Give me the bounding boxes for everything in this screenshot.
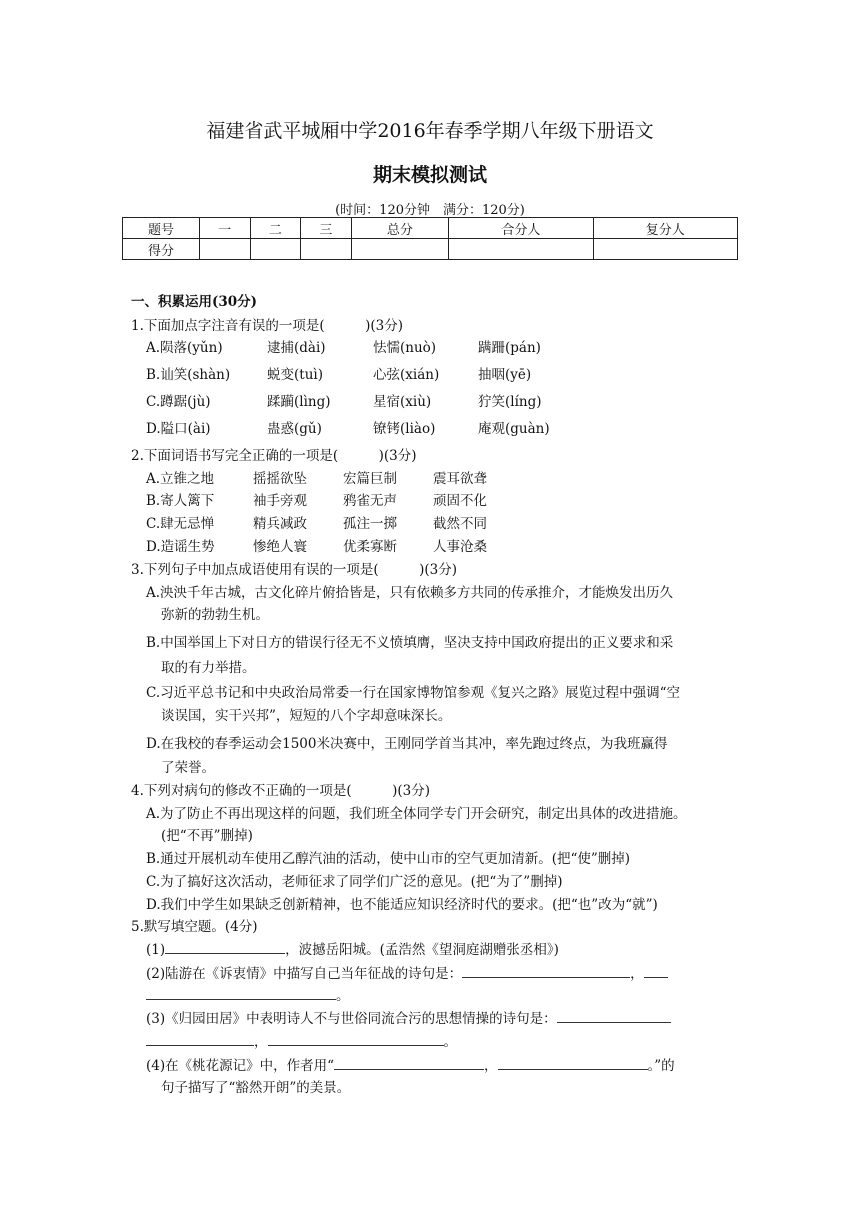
q5-item-2-cont bbox=[146, 984, 350, 1004]
q1-option-d-item-3: 镣铐(liào) bbox=[373, 421, 436, 437]
q3-option-c-line-2: 谈误国，实干兴邦”，短短的八个字却意味深长。 bbox=[161, 708, 452, 724]
q5-item-2 bbox=[146, 962, 668, 982]
q5-item-3-cont bbox=[146, 1030, 457, 1050]
q1-option-a-item-2: 逮捕(dài) bbox=[267, 340, 326, 356]
document-title: 福建省武平城厢中学2016年春季学期八年级下册语文 bbox=[206, 120, 654, 142]
time-info: (时间：120分钟 满分：120分) bbox=[335, 203, 525, 218]
q2-option-a-item-3: 宏篇巨制 bbox=[343, 471, 397, 487]
q5-item-3-comma: ， bbox=[254, 1034, 268, 1050]
q1-option-b-item-3: 心弦(xián) bbox=[373, 367, 440, 383]
q2-option-b-item-2: 袖手旁观 bbox=[253, 493, 307, 509]
header-cell: 复分人 bbox=[593, 218, 737, 239]
q4-option-b: B.通过开展机动车使用乙醇汽油的活动，使中山市的空气更加清新。(把“使”删掉) bbox=[146, 851, 631, 867]
q1-option-a-item-1: A.陨落(yǔn) bbox=[146, 340, 223, 356]
q2-option-c-item-3: 孤注一掷 bbox=[343, 516, 397, 532]
q1-option-a-item-3: 怯懦(nuò) bbox=[373, 340, 437, 356]
q5-item-2-blank-1[interactable] bbox=[462, 963, 630, 978]
q5-item-3-blank-2[interactable] bbox=[268, 1031, 444, 1046]
q2-option-a-item-4: 震耳欲聋 bbox=[433, 471, 487, 487]
header-cell: 二 bbox=[250, 218, 301, 239]
q3-option-d-line-2: 了荣誉。 bbox=[161, 760, 215, 776]
q3-option-a-line-2: 弥新的勃勃生机。 bbox=[161, 607, 269, 623]
q2-option-a-item-2: 摇摇欲坠 bbox=[253, 471, 307, 487]
q3-option-d-line-1: D.在我校的春季运动会1500米决赛中，王刚同学首当其冲，率先跑过终点，为我班赢得 bbox=[146, 736, 668, 752]
q2-option-c-item-4: 截然不同 bbox=[433, 516, 487, 532]
q1-option-d-item-1: D.隘口(ài) bbox=[146, 421, 211, 437]
question-2-stem: 2.下面词语书写完全正确的一项是( )(3分) bbox=[131, 448, 417, 464]
q1-option-d-item-4: 庵观(guàn) bbox=[478, 421, 550, 437]
header-cell: 题号 bbox=[123, 218, 200, 239]
section-heading: 一、积累运用(30分) bbox=[131, 294, 258, 310]
q4-option-c: C.为了搞好这次活动，老师征求了同学们广泛的意见。(把“为了”删掉) bbox=[146, 874, 563, 890]
header-cell: 三 bbox=[301, 218, 352, 239]
score-cell[interactable] bbox=[351, 239, 448, 260]
q2-option-d-item-4: 人事沧桑 bbox=[433, 539, 487, 555]
q2-option-d-item-3: 优柔寡断 bbox=[343, 539, 397, 555]
q3-option-b-line-1: B.中国举国上下对日方的错误行径无不义愤填膺，坚决支持中国政府提出的正义要求和采 bbox=[146, 635, 674, 651]
q5-item-3-blank-1[interactable] bbox=[557, 1008, 671, 1023]
q1-option-a-item-4: 蹒跚(pán) bbox=[478, 340, 541, 356]
q5-item-3 bbox=[146, 1007, 671, 1027]
score-table-header-row bbox=[123, 218, 738, 239]
q4-option-a-line-2: (把“不再”删掉) bbox=[161, 828, 253, 844]
header-cell: 总分 bbox=[351, 218, 448, 239]
q5-item-4-blank-2[interactable] bbox=[498, 1055, 648, 1070]
q5-item-1-prefix: (1) bbox=[146, 942, 166, 958]
question-1-stem: 1.下面加点字注音有误的一项是( )(3分) bbox=[131, 318, 404, 334]
q3-option-a-line-1: A.泱泱千年古城，古文化碎片俯拾皆是，只有依赖多方共同的传承推介，才能焕发出历久 bbox=[146, 585, 674, 601]
header-cell: 合分人 bbox=[449, 218, 593, 239]
q5-item-3-end: 。 bbox=[443, 1034, 457, 1050]
q5-item-1-suffix: ，波撼岳阳城。(孟浩然《望洞庭湖赠张丞相》) bbox=[285, 942, 559, 958]
q1-option-b-item-2: 蜕变(tuì) bbox=[267, 367, 323, 383]
q2-option-d-item-1: D.造谣生势 bbox=[146, 539, 215, 555]
q1-option-b-item-1: B.讪笑(shàn) bbox=[146, 367, 231, 383]
q1-option-c-item-2: 蹂躏(lìng) bbox=[267, 394, 331, 410]
q3-option-b-line-2: 取的有力举措。 bbox=[161, 660, 256, 676]
q2-option-b-item-3: 鸦雀无声 bbox=[343, 493, 397, 509]
q5-item-2-blank-2-start[interactable] bbox=[644, 963, 668, 978]
q5-item-3-text: (3)《归园田居》中表明诗人不与世俗同流合污的思想情操的诗句是： bbox=[146, 1011, 557, 1027]
q2-option-c-item-1: C.肆无忌惮 bbox=[146, 516, 215, 532]
score-table-row bbox=[123, 239, 738, 260]
q5-item-2-end: 。 bbox=[336, 988, 350, 1004]
q1-option-c-item-4: 狞笑(líng) bbox=[478, 394, 542, 410]
q2-option-b-item-4: 顽固不化 bbox=[433, 493, 487, 509]
q4-option-a-line-1: A.为了防止不再出现这样的问题，我们班全体同学专门开会研究，制定出具体的改进措施。 bbox=[146, 806, 687, 822]
row-label: 得分 bbox=[123, 239, 200, 260]
q5-item-4-comma: ， bbox=[484, 1058, 498, 1074]
score-cell[interactable] bbox=[301, 239, 352, 260]
score-cell[interactable] bbox=[449, 239, 593, 260]
score-cell[interactable] bbox=[593, 239, 737, 260]
q2-option-a-item-1: A.立锥之地 bbox=[146, 471, 215, 487]
q5-item-3-blank-1-end[interactable] bbox=[146, 1031, 254, 1046]
score-table bbox=[122, 217, 738, 260]
question-4-stem: 4.下列对病句的修改不正确的一项是( )(3分) bbox=[131, 783, 431, 799]
q4-option-d: D.我们中学生如果缺乏创新精神，也不能适应知识经济时代的要求。(把“也”改为“就”) bbox=[146, 897, 658, 913]
q5-item-4-end: 。”的 bbox=[647, 1058, 675, 1074]
q5-item-2-text: (2)陆游在《诉衷情》中描写自己当年征战的诗句是： bbox=[146, 966, 463, 982]
score-cell[interactable] bbox=[250, 239, 301, 260]
q5-item-1-blank[interactable] bbox=[165, 939, 285, 954]
q5-item-2-comma: ， bbox=[630, 966, 644, 982]
q1-option-d-item-2: 蛊惑(gǔ) bbox=[267, 421, 322, 437]
q5-item-2-blank-2-end[interactable] bbox=[146, 985, 336, 1000]
question-5-stem: 5.默写填空题。(4分) bbox=[131, 919, 258, 935]
q5-item-4 bbox=[146, 1054, 675, 1074]
q2-option-c-item-2: 精兵减政 bbox=[253, 516, 307, 532]
q5-item-1 bbox=[146, 938, 559, 958]
q3-option-c-line-1: C.习近平总书记和中央政治局常委一行在国家博物馆参观《复兴之路》展览过程中强调“空 bbox=[146, 685, 681, 701]
header-cell: 一 bbox=[200, 218, 251, 239]
score-cell[interactable] bbox=[200, 239, 251, 260]
q5-item-4-blank-1[interactable] bbox=[334, 1055, 484, 1070]
q5-item-4-text: (4)在《桃花源记》中，作者用“ bbox=[146, 1058, 335, 1074]
q2-option-b-item-1: B.寄人篱下 bbox=[146, 493, 215, 509]
q1-option-b-item-4: 抽咽(yē) bbox=[478, 367, 532, 383]
q1-option-c-item-3: 星宿(xiù) bbox=[373, 394, 432, 410]
q2-option-d-item-2: 惨绝人寰 bbox=[253, 539, 307, 555]
question-3-stem: 3.下列句子中加点成语使用有误的一项是( )(3分) bbox=[131, 562, 458, 578]
document-subtitle: 期末模拟测试 bbox=[372, 164, 487, 186]
q1-option-c-item-1: C.蹲踞(jù) bbox=[146, 394, 211, 410]
q5-item-4-line-2: 句子描写了“豁然开朗”的美景。 bbox=[161, 1080, 351, 1096]
